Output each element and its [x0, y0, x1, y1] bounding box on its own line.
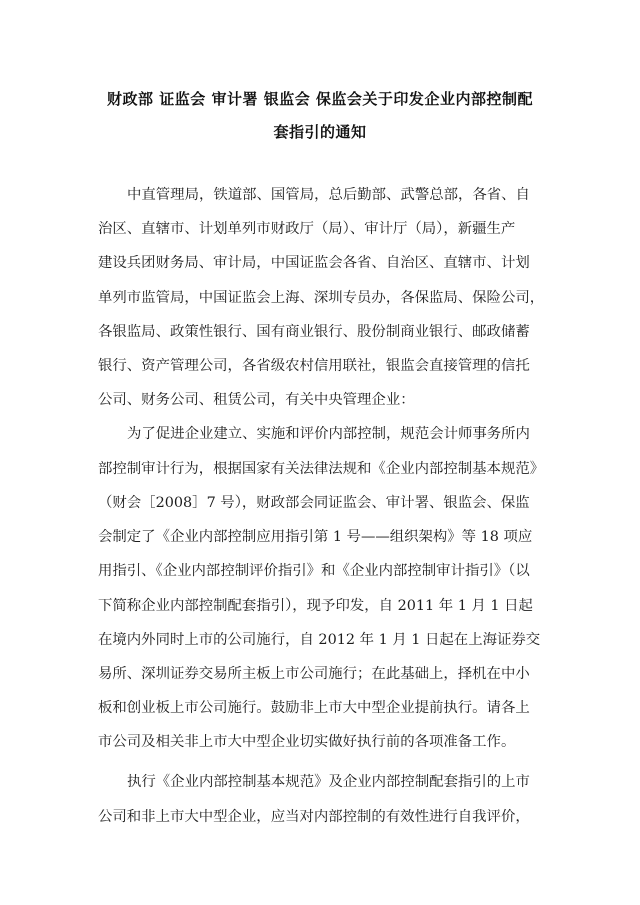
paragraph-2-line-9: 板和创业板上市公司施行。鼓励非上市大中型企业提前执行。请各上: [98, 700, 530, 716]
paragraph-2-line-4: 会制定了《企业内部控制应用指引第 1 号——组织架构》等 18 项应: [98, 529, 533, 545]
document-title-line-1: 财政部 证监会 审计署 银监会 保监会关于印发企业内部控制配: [107, 90, 533, 108]
paragraph-2-line-7: 在境内外同时上市的公司施行，自 2012 年 1 月 1 日起在上海证券交: [98, 632, 541, 648]
paragraph-1-line-4: 单列市监管局，中国证监会上海、深圳专员办，各保监局、保险公司，: [98, 290, 545, 306]
document-title-line-2: 套指引的通知: [273, 123, 367, 141]
paragraph-2-line-8: 易所、深圳证券交易所主板上市公司施行；在此基础上，择机在中小: [98, 666, 530, 682]
paragraph-1-line-1: 中直管理局，铁道部、国管局，总后勤部、武警总部，各省、自: [127, 187, 530, 203]
paragraph-2-line-6: 下简称企业内部控制配套指引），现予印发，自 2011 年 1 月 1 日起: [98, 598, 533, 614]
paragraph-2-line-1: 为了促进企业建立、实施和评价内部控制，规范会计师事务所内: [127, 426, 530, 442]
paragraph-1-line-5: 各银监局、政策性银行、国有商业银行、股份制商业银行、邮政储蓄: [98, 324, 530, 340]
paragraph-1-line-3: 建设兵团财务局、审计局，中国证监会各省、自治区、直辖市、计划: [98, 255, 530, 271]
paragraph-1-line-7: 公司、财务公司、租赁公司，有关中央管理企业：: [98, 392, 415, 408]
paragraph-2-line-2: 部控制审计行为，根据国家有关法律法规和《企业内部控制基本规范》: [98, 461, 545, 477]
paragraph-2-line-5: 用指引、《企业内部控制评价指引》和《企业内部控制审计指引》（以: [98, 563, 530, 579]
paragraph-3-line-2: 公司和非上市大中型企业，应当对内部控制的有效性进行自我评价，: [98, 809, 530, 825]
paragraph-2-line-3: （财会［2008］7 号），财政部会同证监会、审计署、银监会、保监: [98, 495, 530, 511]
paragraph-2-line-10: 市公司及相关非上市大中型企业切实做好执行前的各项准备工作。: [98, 734, 516, 750]
paragraph-1-line-6: 银行、资产管理公司，各省级农村信用联社，银监会直接管理的信托: [98, 358, 530, 374]
paragraph-3-line-1: 执行《企业内部控制基本规范》及企业内部控制配套指引的上市: [127, 774, 530, 790]
paragraph-1-line-2: 治区、直辖市、计划单列市财政厅（局）、审计厅（局），新疆生产: [98, 221, 516, 237]
